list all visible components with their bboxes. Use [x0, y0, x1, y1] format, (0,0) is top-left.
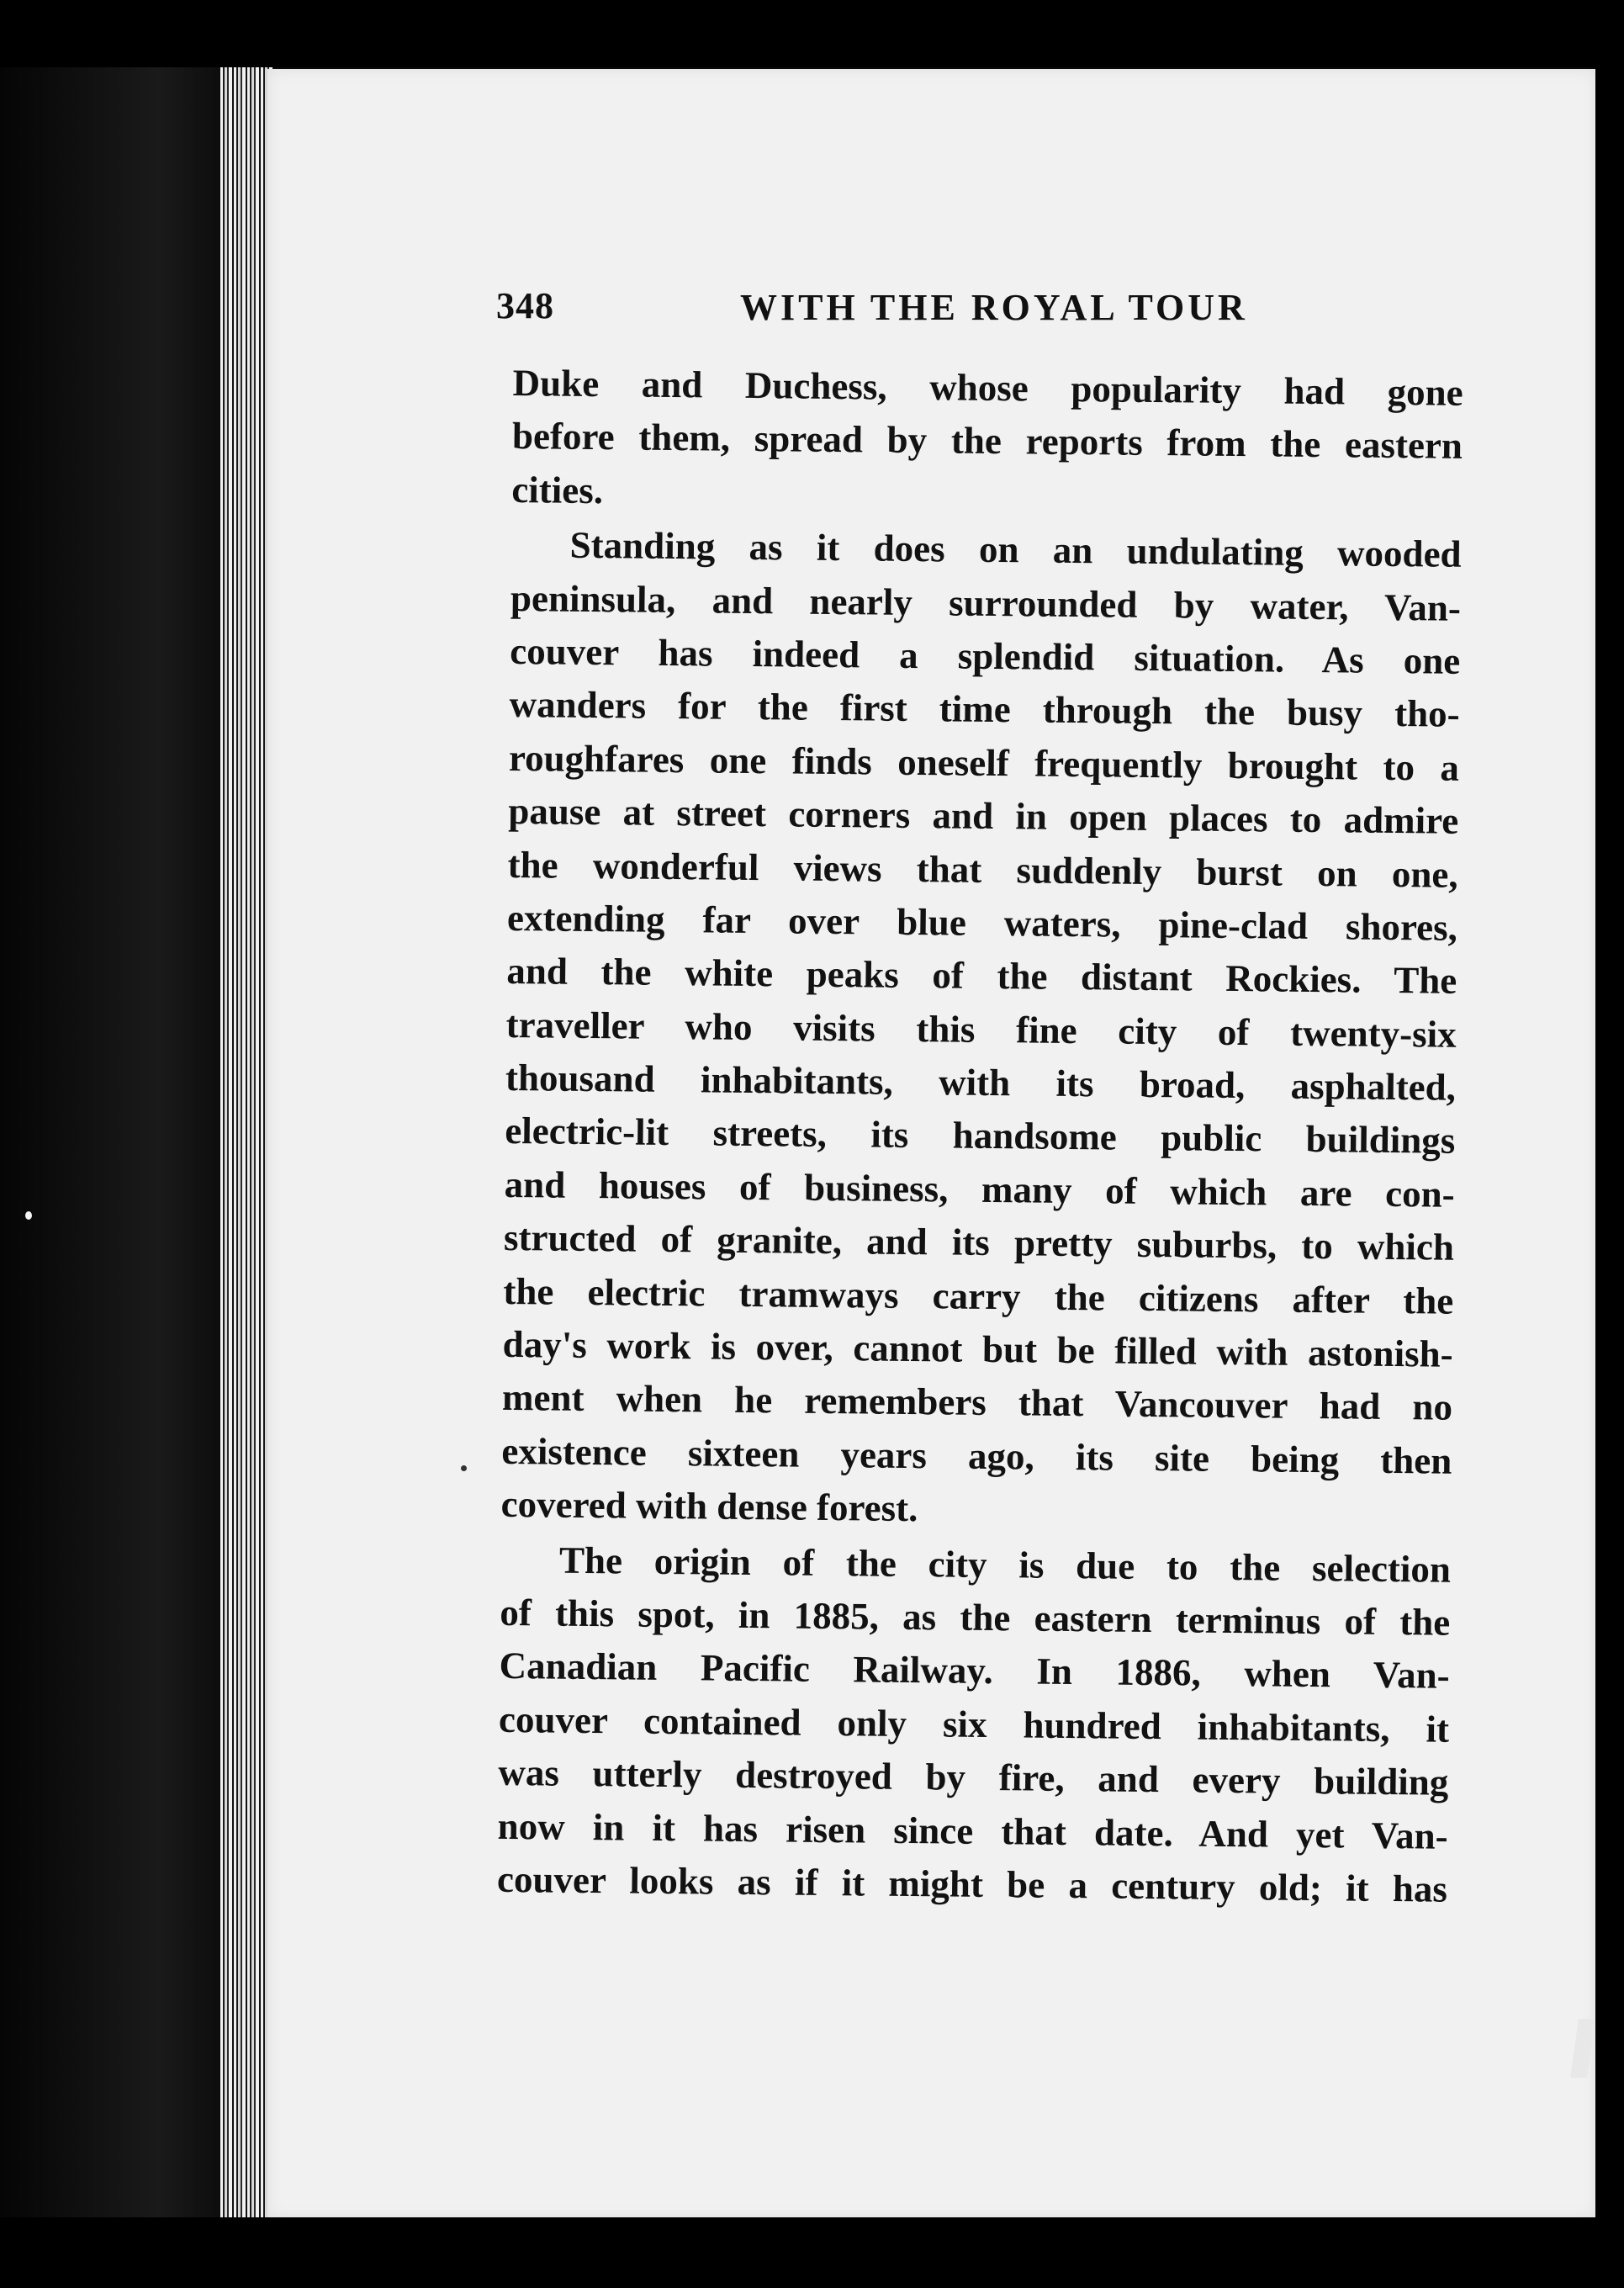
book-gutter-shadow — [0, 0, 227, 2288]
running-head-title: WITH THE ROYAL TOUR — [740, 287, 1248, 328]
text-line: Canadian Pacific Railway. In 1886, when Van- — [499, 1644, 1450, 1697]
text-line: cities. — [511, 468, 604, 511]
text-line: now in it has risen since that date. And yet Van- — [497, 1804, 1448, 1857]
text-line: structed of granite, and its pretty suburbs, to which — [503, 1216, 1455, 1269]
text-line: The origin of the city is due to the selection — [558, 1539, 1452, 1591]
text-line: covered with dense forest. — [500, 1483, 918, 1530]
scan-border-bottom — [0, 2217, 1624, 2288]
text-line: of this spot, in 1885, as the eastern terminus of the — [500, 1591, 1451, 1644]
page-number: 348 — [496, 285, 554, 326]
text-line: thousand inhabitants, with its broad, asphalted, — [505, 1057, 1457, 1109]
text-line: and the white peaks of the distant Rockies. The — [506, 950, 1457, 1003]
text-line: extending far over blue waters, pine-clad shores, — [506, 896, 1458, 949]
text-line: couver has indeed a splendid situation. As one — [510, 629, 1461, 682]
text-line: pause at street corners and in open places to admire — [508, 790, 1459, 842]
paragraph — [511, 357, 1463, 527]
text-line: was utterly destroyed by fire, and every building — [498, 1751, 1449, 1803]
text-line: day's work is over, cannot but be filled with astonish- — [502, 1322, 1453, 1375]
stacked-page-edges — [220, 66, 272, 2219]
body-text — [497, 357, 1463, 1916]
paragraph — [497, 1533, 1452, 1917]
text-line: Standing as it does on an undulating wooded — [569, 523, 1462, 575]
running-header — [496, 284, 1472, 335]
text-line: before them, spread by the reports from the eastern — [511, 415, 1463, 468]
text-line: couver contained only six hundred inhabitants, it — [498, 1697, 1450, 1750]
ink-speck — [461, 1465, 467, 1471]
text-line: roughfares one finds oneself frequently brought to a — [508, 736, 1460, 789]
scan-border-top — [0, 0, 1624, 67]
text-line: Duke and Duchess, whose popularity had gone — [512, 361, 1463, 414]
text-line: traveller who visits this fine city of twenty-six — [505, 1003, 1457, 1056]
scan-speck — [25, 1211, 32, 1220]
text-line: peninsula, and nearly surrounded by water, Van- — [510, 576, 1462, 629]
paragraph — [500, 518, 1462, 1541]
text-line: the electric tramways carry the citizens after the — [503, 1269, 1454, 1322]
text-line: electric-lit streets, its handsome public buildings — [505, 1110, 1456, 1163]
text-line: and houses of business, many of which are con- — [504, 1163, 1455, 1216]
scan-border-right — [1595, 0, 1624, 2288]
text-line: wanders for the first time through the busy tho- — [509, 683, 1460, 736]
text-line: couver looks as if it might be a century old; it has — [496, 1857, 1448, 1910]
text-line: existence sixteen years ago, its site being then — [501, 1429, 1452, 1482]
text-line: the wonderful views that suddenly burst on one, — [507, 843, 1458, 896]
text-line: ment when he remembers that Vancouver had no — [501, 1376, 1453, 1429]
